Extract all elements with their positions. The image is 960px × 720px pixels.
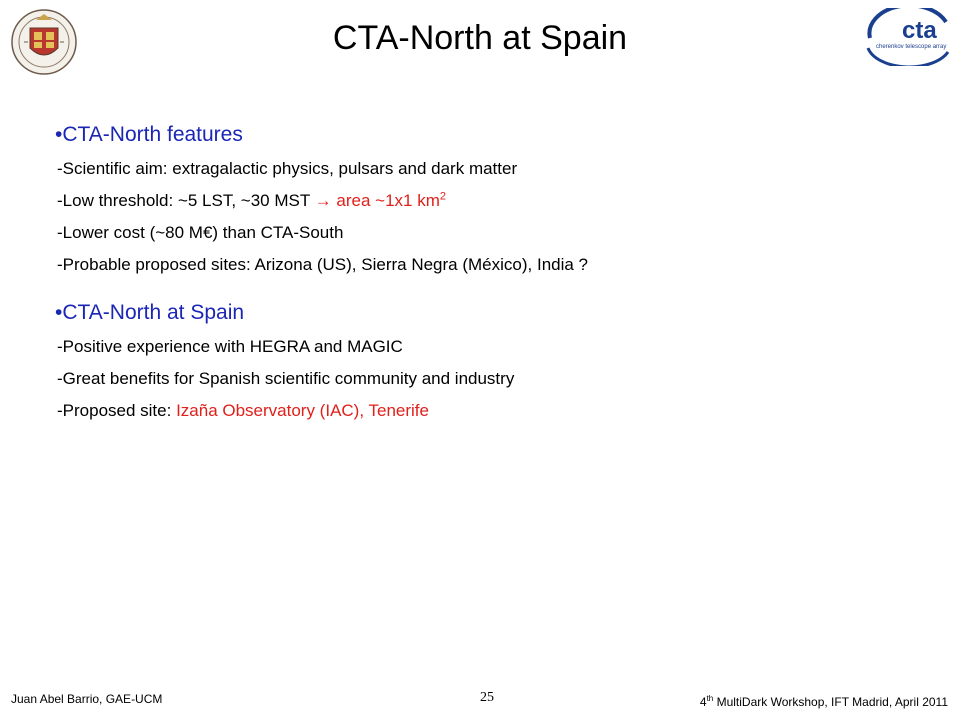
footer-event-sup: th xyxy=(706,694,714,703)
page-number: 25 xyxy=(480,690,494,705)
bullet-line xyxy=(57,158,927,180)
section-heading-text: CTA-North at Spain xyxy=(62,301,245,324)
line-text: -Lower cost (~80 M€) than CTA-South xyxy=(57,223,344,242)
line-text: -Positive experience with HEGRA and MAGIC xyxy=(57,337,403,356)
line-text: -Scientific aim: extragalactic physics, pulsars and dark matter xyxy=(57,159,518,178)
footer-event-num: 4 xyxy=(699,695,707,709)
line-text: -Probable proposed sites: Arizona (US), Sierra Negra (México), India ? xyxy=(57,255,589,274)
superscript: 2 xyxy=(439,190,446,203)
bullet-line xyxy=(57,190,927,212)
page-title: CTA-North at Spain xyxy=(332,19,628,57)
section-heading-text: CTA-North features xyxy=(62,123,243,146)
section-heading xyxy=(55,300,927,326)
section-heading xyxy=(55,122,927,148)
cta-logo-subtext: cherenkov telescope array xyxy=(876,44,947,50)
arrow-icon: → xyxy=(314,191,332,210)
line-text: -Proposed site: xyxy=(57,401,177,420)
line-text: -Great benefits for Spanish scientific community and industry xyxy=(57,369,515,388)
line-text: -Low threshold: ~5 LST, ~30 MST xyxy=(57,191,315,210)
footer-author: Juan Abel Barrio, GAE-UCM xyxy=(11,692,163,706)
bullet-line xyxy=(57,222,927,244)
bullet-icon: • xyxy=(55,301,63,324)
footer-event xyxy=(700,692,948,709)
bullet-line xyxy=(57,400,927,422)
bullet-line xyxy=(57,336,927,358)
bullet-line xyxy=(57,368,927,390)
slide-content xyxy=(57,122,927,432)
line-highlight: Izaña Observatory (IAC), Tenerife xyxy=(176,401,429,420)
bullet-line xyxy=(57,254,927,276)
line-highlight: area ~1x1 km xyxy=(336,191,440,210)
footer-event-text: MultiDark Workshop, IFT Madrid, April 2011 xyxy=(713,695,948,709)
spacer xyxy=(57,286,927,300)
bullet-icon: • xyxy=(55,123,63,146)
cta-logo-text: cta xyxy=(902,17,937,44)
